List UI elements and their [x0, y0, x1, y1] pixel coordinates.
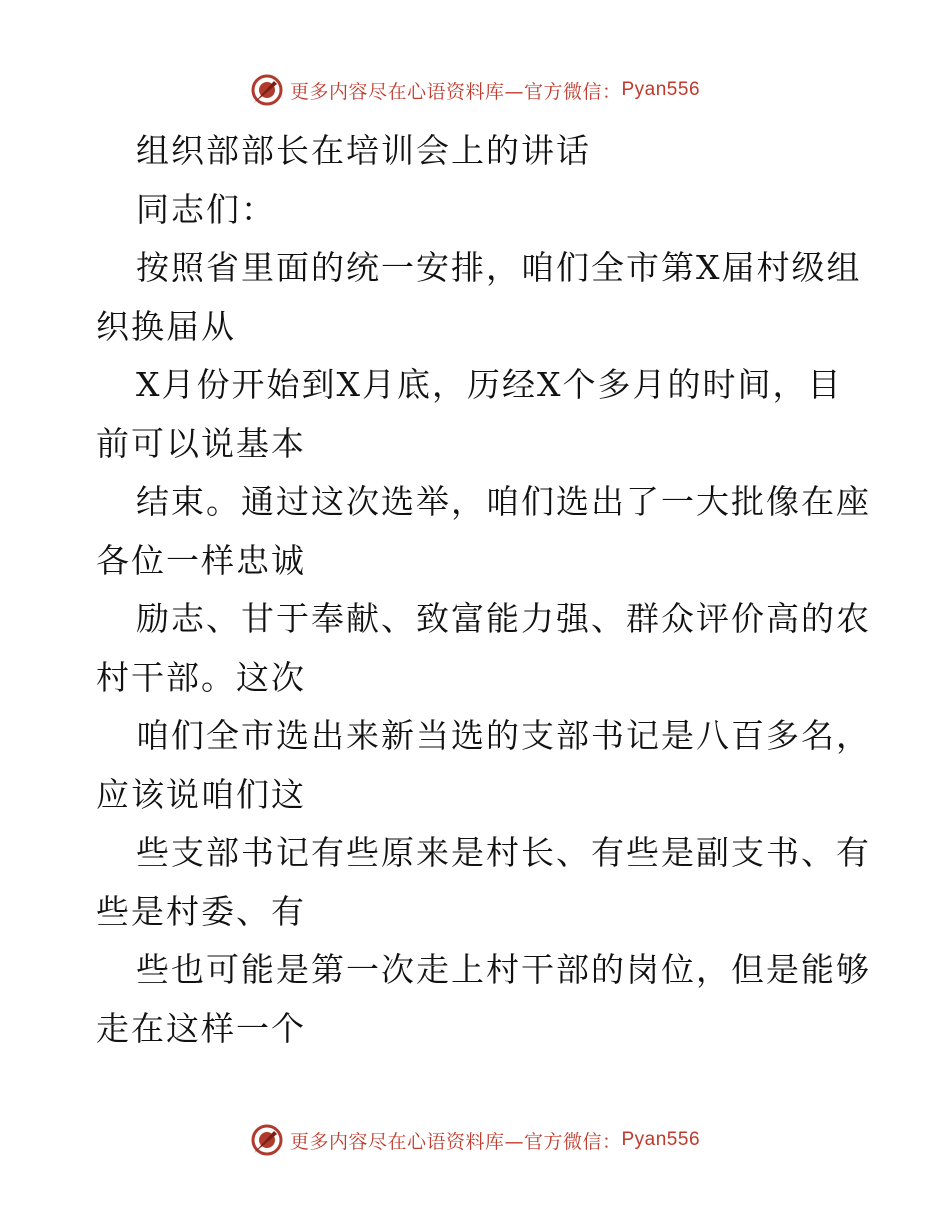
header-watermark-banner [0, 70, 950, 110]
quill-seal-icon [250, 1123, 284, 1157]
text-line: 织换届从 [96, 306, 236, 346]
text-line: X月份开始到X月底，历经X个多月的时间，目 [136, 365, 843, 404]
text-line: 结束。通过这次选举，咱们选出了一大批像在座 [136, 482, 871, 521]
text-line: 各位一样忠诚 [96, 540, 306, 580]
footer-watermark-banner [0, 1120, 950, 1160]
text-line: 些是村委、有 [96, 891, 306, 931]
text-line: 些也可能是第一次走上村干部的岗位，但是能够 [136, 950, 871, 989]
text-line: 同志们： [136, 189, 276, 229]
banner-wechat-id: Pyan556 [621, 79, 701, 100]
document-body [96, 122, 871, 1058]
quill-seal-icon [250, 73, 284, 107]
text-line: 些支部书记有些原来是村长、有些是副支书、有 [136, 833, 871, 872]
text-line: 励志、甘于奉献、致富能力强、群众评价高的农 [136, 599, 871, 638]
text-line: 应该说咱们这 [96, 774, 306, 814]
banner-wechat-id: Pyan556 [621, 1129, 701, 1150]
text-line: 咱们全市选出来新当选的支部书记是八百多名， [136, 716, 871, 755]
document-title: 组织部部长在培训会上的讲话 [136, 131, 591, 170]
text-line: 按照省里面的统一安排，咱们全市第X届村级组 [136, 248, 862, 287]
banner-text: 更多内容尽在心语资料库—官方微信： [289, 80, 622, 103]
banner-text: 更多内容尽在心语资料库—官方微信： [289, 1130, 622, 1153]
text-line: 走在这样一个 [96, 1008, 306, 1048]
text-line: 村干部。这次 [96, 657, 306, 697]
text-line: 前可以说基本 [96, 423, 306, 463]
